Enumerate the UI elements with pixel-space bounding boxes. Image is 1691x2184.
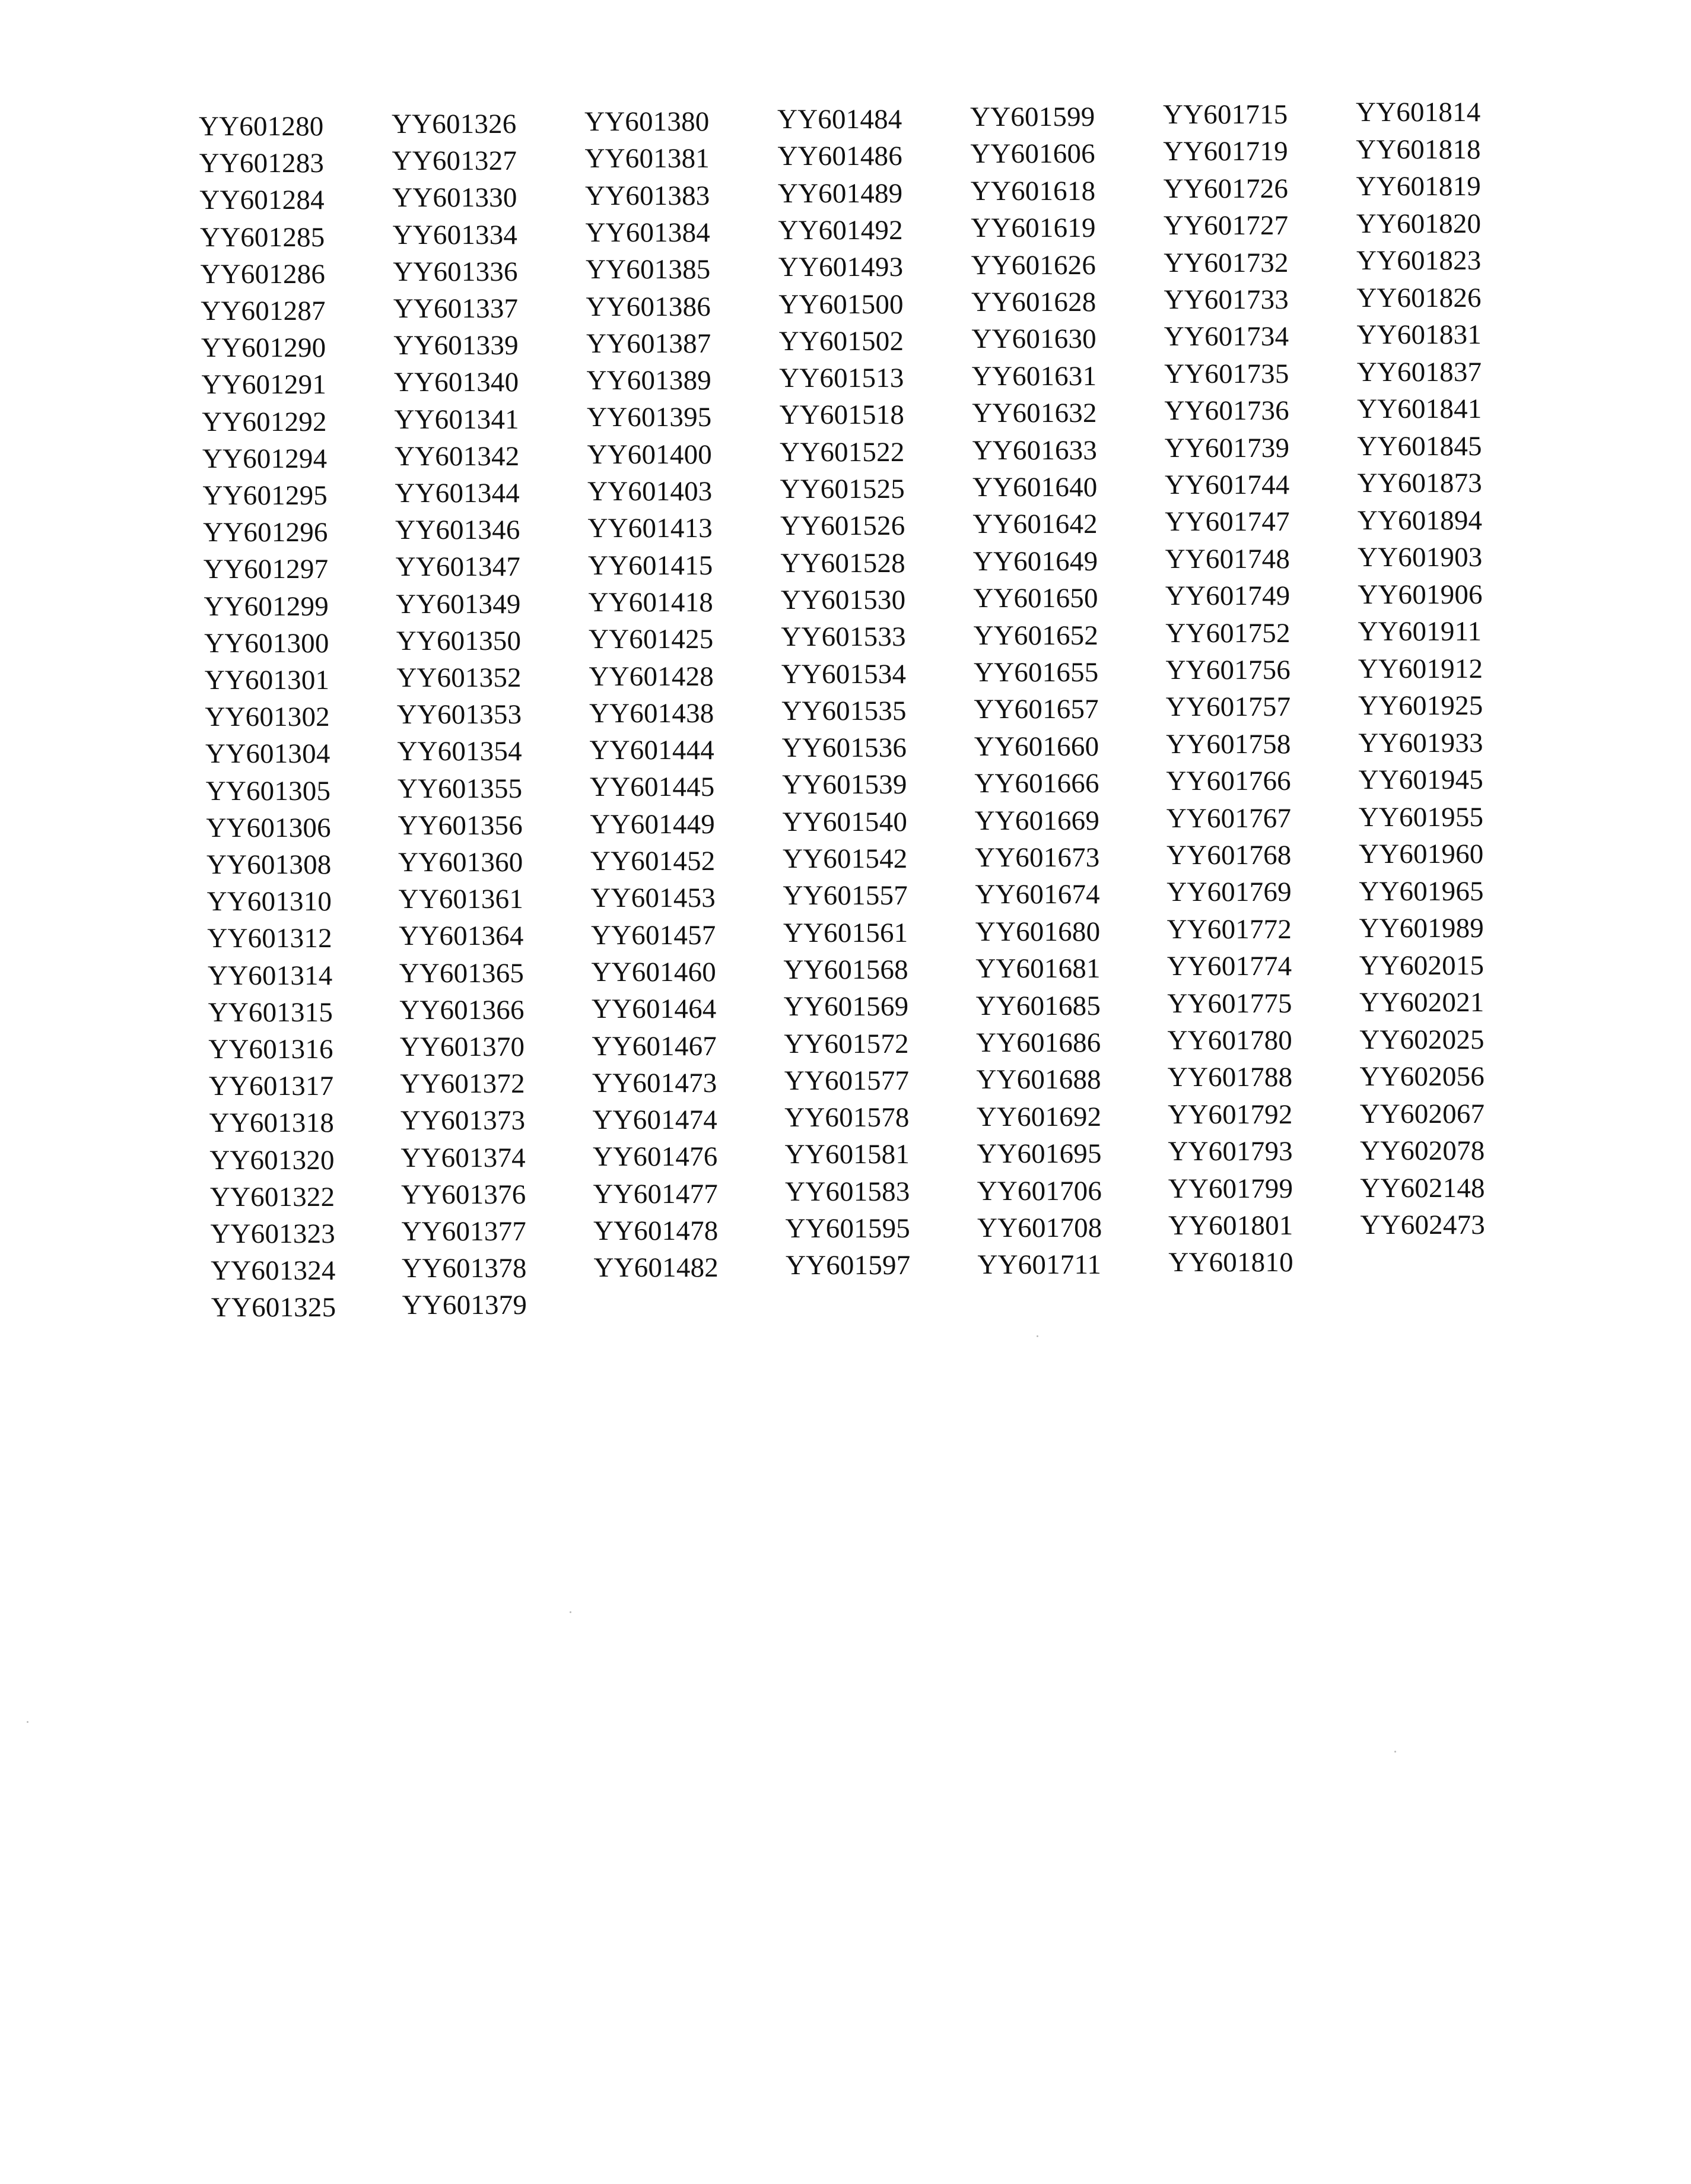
code-entry: YY601344 xyxy=(395,478,520,509)
code-entry: YY601530 xyxy=(780,584,906,615)
code-entry: YY601474 xyxy=(592,1104,717,1136)
code-entry: YY601744 xyxy=(1165,469,1290,500)
code-entry: YY601327 xyxy=(392,145,517,177)
code-entry: YY601739 xyxy=(1164,432,1290,464)
code-entry: YY601695 xyxy=(977,1138,1102,1170)
code-entry: YY601618 xyxy=(970,175,1096,207)
code-entry: YY601320 xyxy=(209,1144,335,1176)
code-entry: YY601669 xyxy=(974,805,1100,836)
code-entry: YY601873 xyxy=(1357,468,1482,499)
code-entry: YY602148 xyxy=(1360,1172,1485,1204)
code-entry: YY601780 xyxy=(1167,1025,1292,1056)
scan-speck xyxy=(27,1721,28,1723)
code-entry: YY601453 xyxy=(590,883,716,914)
code-entry: YY601285 xyxy=(199,221,325,253)
code-entry: YY601438 xyxy=(589,697,714,729)
code-entry: YY601305 xyxy=(205,775,331,807)
code-entry: YY601965 xyxy=(1359,875,1484,907)
code-entry: YY601403 xyxy=(587,476,713,507)
code-entry: YY601336 xyxy=(393,256,518,287)
code-entry: YY601334 xyxy=(392,219,518,250)
code-entry: YY601823 xyxy=(1356,245,1482,276)
code-entry: YY601774 xyxy=(1166,951,1292,982)
code-entry: YY601385 xyxy=(586,254,711,285)
code-entry: YY601572 xyxy=(784,1028,909,1059)
code-entry: YY601353 xyxy=(396,699,522,731)
code-entry: YY601341 xyxy=(394,404,519,435)
code-entry: YY601640 xyxy=(972,472,1098,503)
code-entry: YY601349 xyxy=(396,588,521,620)
code-entry: YY601291 xyxy=(201,369,327,401)
code-entry: YY602015 xyxy=(1359,950,1485,981)
code-entry: YY601312 xyxy=(207,923,332,954)
code-entry: YY601752 xyxy=(1165,617,1290,649)
code-entry: YY601428 xyxy=(589,661,714,692)
code-entry: YY601736 xyxy=(1164,395,1289,427)
code-entry: YY601500 xyxy=(778,288,904,320)
code-entry: YY601330 xyxy=(392,182,517,214)
code-entry: YY601342 xyxy=(394,440,520,472)
code-entry: YY601325 xyxy=(211,1292,336,1323)
code-entry: YY601581 xyxy=(784,1139,910,1170)
code-entry: YY601630 xyxy=(971,323,1096,355)
code-entry: YY601356 xyxy=(398,810,523,841)
code-entry: YY601719 xyxy=(1163,136,1288,167)
code-entry: YY601583 xyxy=(785,1176,910,1207)
code-entry: YY601911 xyxy=(1358,616,1482,647)
code-entry: YY601772 xyxy=(1166,913,1292,945)
code-entry: YY601756 xyxy=(1165,655,1290,685)
code-entry: YY601681 xyxy=(975,953,1101,985)
code-entry: YY601306 xyxy=(206,812,331,843)
code-entry: YY601906 xyxy=(1358,579,1483,610)
code-entry: YY601820 xyxy=(1356,208,1482,239)
code-entry: YY601377 xyxy=(401,1216,526,1247)
code-entry: YY602067 xyxy=(1359,1098,1485,1129)
code-entry: YY601381 xyxy=(584,143,710,174)
code-entry: YY601457 xyxy=(591,919,716,951)
code-entry: YY601801 xyxy=(1168,1210,1293,1241)
code-entry: YY601733 xyxy=(1164,284,1289,315)
code-entry: YY601296 xyxy=(203,517,328,548)
code-entry: YY602473 xyxy=(1360,1210,1485,1240)
code-entry: YY601280 xyxy=(199,111,324,142)
code-entry: YY601533 xyxy=(781,621,906,653)
code-entry: YY601769 xyxy=(1166,877,1292,908)
code-entry: YY601577 xyxy=(784,1065,910,1096)
code-entry: YY601673 xyxy=(975,842,1100,873)
code-entry: YY601692 xyxy=(976,1101,1102,1132)
code-entry: YY601925 xyxy=(1358,690,1483,721)
code-entry: YY601444 xyxy=(589,735,714,766)
code-entry: YY601557 xyxy=(783,880,908,912)
code-entry: YY601933 xyxy=(1358,727,1483,758)
code-entry: YY601540 xyxy=(782,806,908,837)
code-entry: YY601295 xyxy=(202,480,328,511)
code-entry: YY601346 xyxy=(395,515,520,546)
code-entry: YY601734 xyxy=(1164,321,1289,353)
code-entry: YY601680 xyxy=(975,916,1101,947)
code-entry: YY601283 xyxy=(199,148,325,179)
code-entry: YY601766 xyxy=(1166,766,1291,797)
code-entry: YY601732 xyxy=(1164,247,1289,278)
code-entry: YY601374 xyxy=(401,1142,526,1173)
code-entry: YY601631 xyxy=(971,360,1097,392)
code-entry: YY601945 xyxy=(1358,764,1483,795)
code-entry: YY601400 xyxy=(587,439,712,470)
code-entry: YY601300 xyxy=(204,627,329,659)
code-entry: YY601464 xyxy=(592,993,717,1025)
code-entry: YY601535 xyxy=(781,695,907,726)
code-entry: YY601284 xyxy=(199,185,325,216)
code-entry: YY601378 xyxy=(402,1253,527,1284)
code-entry: YY601445 xyxy=(590,772,715,803)
code-entry: YY601301 xyxy=(204,665,330,696)
code-entry: YY601290 xyxy=(201,332,326,364)
code-entry: YY601526 xyxy=(780,510,905,542)
code-entry: YY601355 xyxy=(397,773,523,804)
code-entry: YY601339 xyxy=(393,330,519,361)
code-entry: YY601415 xyxy=(588,550,713,581)
code-entry: YY601960 xyxy=(1359,839,1484,869)
code-entry: YY601561 xyxy=(783,917,908,948)
code-entry: YY601826 xyxy=(1356,282,1482,313)
code-entry: YY601323 xyxy=(210,1218,335,1249)
code-entry: YY601749 xyxy=(1165,580,1290,612)
code-entry: YY601449 xyxy=(590,808,715,840)
code-entry: YY601726 xyxy=(1163,173,1289,204)
code-entry: YY601706 xyxy=(977,1175,1102,1207)
code-entry: YY601294 xyxy=(202,443,328,474)
code-entry: YY601539 xyxy=(782,769,907,801)
code-entry: YY601735 xyxy=(1164,358,1289,389)
code-entry: YY601326 xyxy=(392,109,517,139)
code-entry: YY601389 xyxy=(586,365,711,396)
code-entry: YY601642 xyxy=(972,509,1098,540)
code-entry: YY601903 xyxy=(1358,542,1483,573)
code-entry: YY602078 xyxy=(1360,1135,1485,1166)
code-entry: YY601482 xyxy=(593,1252,719,1284)
code-entry: YY601364 xyxy=(399,920,524,952)
code-entry: YY601578 xyxy=(784,1102,910,1134)
code-entry: YY601304 xyxy=(205,738,330,770)
code-entry: YY601534 xyxy=(781,658,907,690)
code-entry: YY601768 xyxy=(1166,840,1292,871)
code-entry: YY601370 xyxy=(399,1031,525,1062)
code-entry: YY601657 xyxy=(974,694,1099,725)
code-entry: YY601384 xyxy=(585,217,710,248)
code-entry: YY601792 xyxy=(1168,1099,1293,1130)
code-entry: YY601955 xyxy=(1358,801,1484,833)
code-entry: YY601366 xyxy=(399,994,525,1026)
code-entry: YY601315 xyxy=(208,996,333,1028)
code-entry: YY601477 xyxy=(593,1178,718,1210)
code-entry: YY601748 xyxy=(1165,543,1290,574)
code-entry: YY601649 xyxy=(972,545,1098,577)
code-entry: YY601841 xyxy=(1357,393,1482,424)
code-entry: YY601747 xyxy=(1165,506,1290,538)
code-entry: YY601376 xyxy=(401,1179,526,1210)
scan-speck xyxy=(570,1611,571,1613)
code-entry: YY601473 xyxy=(592,1067,717,1099)
code-entry: YY601652 xyxy=(973,620,1099,651)
code-entry: YY601727 xyxy=(1163,210,1289,242)
code-entry: YY602021 xyxy=(1359,987,1485,1018)
code-entry: YY601302 xyxy=(205,701,330,733)
code-entry: YY601478 xyxy=(593,1215,719,1246)
code-entry: YY601525 xyxy=(780,474,905,504)
code-entry: YY601460 xyxy=(591,956,716,988)
code-entry: YY601810 xyxy=(1168,1247,1293,1278)
code-entry: YY601569 xyxy=(783,991,909,1023)
code-entry: YY601502 xyxy=(778,325,904,357)
code-entry: YY601317 xyxy=(208,1071,334,1102)
code-entry: YY601819 xyxy=(1356,171,1481,202)
code-entry: YY601383 xyxy=(585,180,710,211)
scan-speck xyxy=(1037,1335,1038,1337)
code-entry: YY601708 xyxy=(977,1212,1102,1243)
code-entry: YY601476 xyxy=(593,1141,718,1173)
code-entry: YY601467 xyxy=(592,1030,717,1062)
code-entry: YY601493 xyxy=(778,252,904,283)
code-entry: YY601606 xyxy=(970,138,1095,170)
code-entry: YY601489 xyxy=(777,177,903,209)
code-entry: YY601788 xyxy=(1167,1062,1293,1093)
code-entry: YY601310 xyxy=(206,886,332,918)
code-entry: YY601568 xyxy=(783,954,908,985)
code-entry: YY601633 xyxy=(972,434,1098,466)
code-entry: YY601418 xyxy=(588,586,713,618)
code-entry: YY601395 xyxy=(587,402,712,433)
code-entry: YY601814 xyxy=(1356,97,1481,128)
code-entry: YY601372 xyxy=(400,1068,525,1100)
code-entry: YY601894 xyxy=(1357,504,1483,536)
code-entry: YY601308 xyxy=(206,849,332,880)
code-entry: YY601628 xyxy=(971,287,1096,318)
code-entry: YY601316 xyxy=(208,1034,333,1065)
code-entry: YY601314 xyxy=(207,960,333,991)
code-entry: YY601380 xyxy=(584,106,710,137)
code-entry: YY601655 xyxy=(974,657,1099,688)
code-entry: YY601632 xyxy=(972,398,1097,429)
code-entry: YY601286 xyxy=(200,258,326,290)
code-entry: YY601292 xyxy=(202,406,327,437)
code-entry: YY602025 xyxy=(1359,1024,1485,1055)
code-entry: YY601297 xyxy=(203,554,329,585)
code-entry: YY601486 xyxy=(777,141,902,172)
code-entry: YY601767 xyxy=(1166,802,1292,834)
code-entry: YY601595 xyxy=(785,1213,910,1244)
code-entry: YY602056 xyxy=(1359,1061,1485,1092)
code-entry: YY601831 xyxy=(1356,319,1482,350)
code-entry: YY601522 xyxy=(780,436,905,468)
code-entry: YY601513 xyxy=(779,363,904,394)
code-entry: YY601352 xyxy=(396,662,522,693)
code-entry: YY601299 xyxy=(204,591,329,622)
code-entry: YY601379 xyxy=(402,1290,527,1321)
code-entry: YY601626 xyxy=(971,249,1096,281)
code-entry: YY601599 xyxy=(970,101,1095,132)
code-entry: YY601361 xyxy=(398,884,524,915)
code-entry: YY601425 xyxy=(589,624,714,655)
code-entry: YY601347 xyxy=(395,551,521,583)
code-entry: YY601666 xyxy=(974,768,1099,799)
code-entry: YY601597 xyxy=(785,1250,911,1281)
code-entry: YY601845 xyxy=(1357,430,1482,462)
code-entry: YY601799 xyxy=(1168,1173,1293,1204)
code-entry: YY601484 xyxy=(777,104,902,135)
scan-speck xyxy=(1394,1751,1396,1753)
code-entry: YY601528 xyxy=(780,547,905,579)
code-entry: YY601413 xyxy=(587,513,713,544)
code-entry: YY601711 xyxy=(977,1249,1102,1281)
code-entry: YY601619 xyxy=(971,212,1096,244)
code-entry: YY601837 xyxy=(1356,356,1482,388)
code-entry: YY601322 xyxy=(209,1181,335,1212)
code-entry: YY601674 xyxy=(975,879,1100,910)
code-entry: YY601715 xyxy=(1163,99,1288,130)
code-entry: YY601536 xyxy=(781,732,907,764)
code-entry: YY601688 xyxy=(976,1064,1101,1096)
code-entry: YY601318 xyxy=(209,1107,335,1139)
code-entry: YY601686 xyxy=(976,1027,1101,1058)
code-entry: YY601386 xyxy=(586,291,711,322)
code-entry: YY601775 xyxy=(1167,988,1292,1019)
code-entry: YY601685 xyxy=(975,990,1101,1021)
code-entry: YY601340 xyxy=(393,367,519,398)
code-entry: YY601360 xyxy=(398,847,523,878)
code-entry: YY601518 xyxy=(779,399,905,431)
code-entry: YY601365 xyxy=(399,957,525,989)
code-entry: YY601387 xyxy=(586,328,711,359)
code-entry: YY601912 xyxy=(1358,653,1483,684)
code-entry: YY601373 xyxy=(400,1105,526,1137)
code-entry: YY601660 xyxy=(974,731,1099,762)
code-entry: YY601492 xyxy=(778,214,903,246)
code-entry: YY601337 xyxy=(393,293,519,324)
code-entry: YY601452 xyxy=(590,846,716,877)
code-entry: YY601324 xyxy=(211,1255,336,1287)
code-entry: YY601989 xyxy=(1359,913,1484,944)
code-entry: YY601818 xyxy=(1356,134,1481,165)
code-entry: YY601650 xyxy=(973,583,1098,614)
code-entry: YY601542 xyxy=(783,843,908,874)
code-entry: YY601757 xyxy=(1165,691,1291,723)
code-entry: YY601793 xyxy=(1168,1136,1293,1167)
code-entry: YY601758 xyxy=(1166,728,1291,760)
code-entry: YY601354 xyxy=(397,736,522,767)
code-entry: YY601287 xyxy=(201,296,326,326)
code-entry: YY601350 xyxy=(396,625,522,656)
